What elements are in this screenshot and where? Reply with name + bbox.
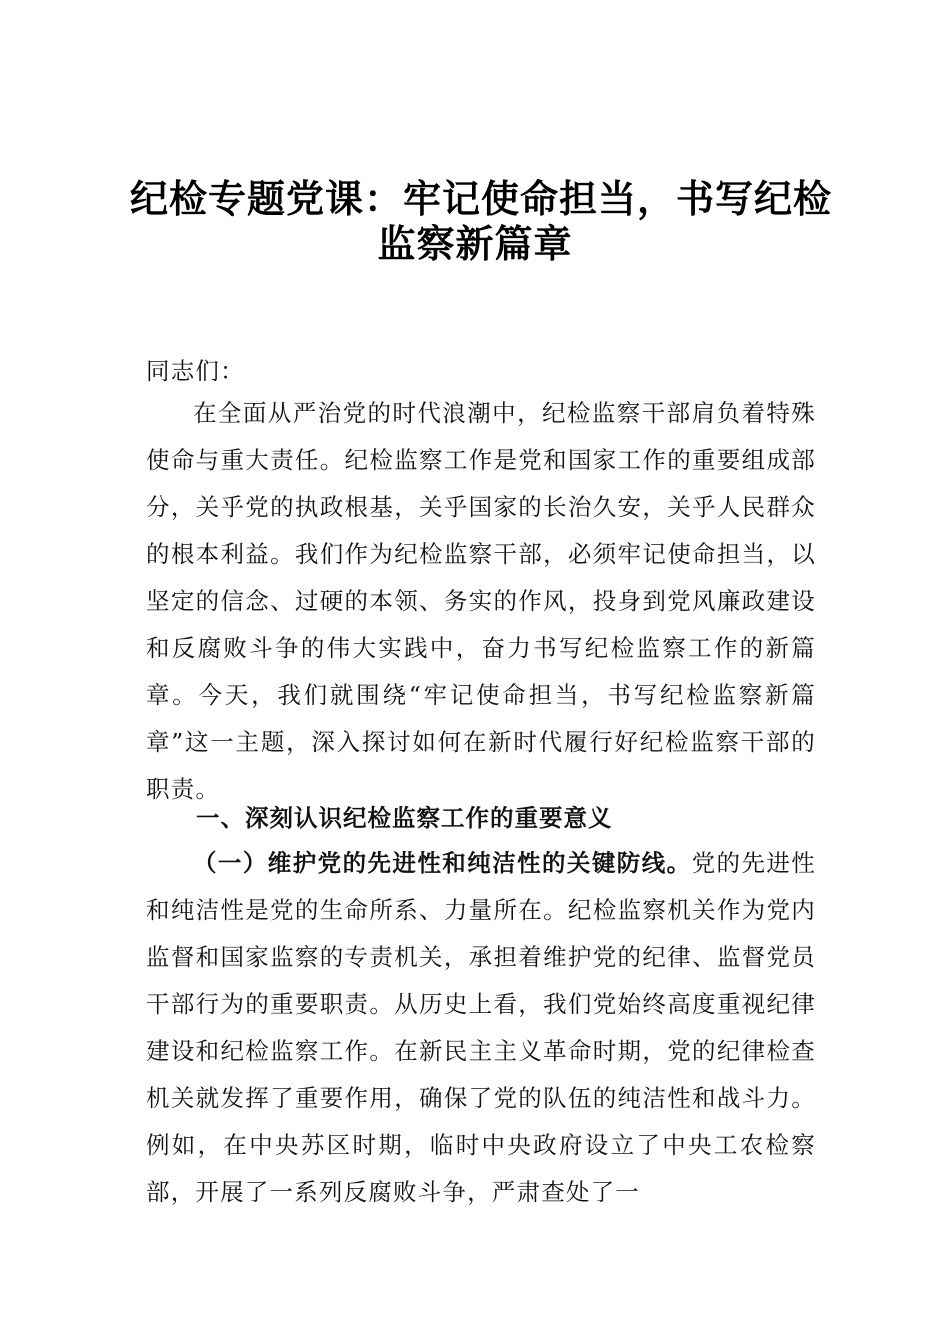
document-title-line-1: 纪检专题党课：牢记使命担当，书写纪检 [130, 176, 833, 221]
intro-paragraph: 在全面从严治党的时代浪潮中，纪检监察干部肩负着特殊使命与重大责任。纪检监察工作是党和国家工作的重要组成部分，关乎党的执政根基，关乎国家的长治久安，关乎人民群众的根本利益。我们作为纪检监察干部，必须牢记使命担当，以坚定的信念、过硬的本领、务实的作风，投身到党风廉政建设和反腐败斗争的伟大实践中，奋力书写纪检监察工作的新篇章。今天，我们就围绕“牢记使命担当，书写纪检监察新篇章”这一主题，深入探讨如何在新时代履行好纪检监察干部的职责。 [146, 399, 816, 803]
section-1-paragraph-1-text: 党的先进性和纯洁性是党的生命所系、力量所在。纪检监察机关作为党内监督和国家监察的专责机关，承担着维护党的纪律、监督党员干部行为的重要职责。从历史上看，我们党始终高度重视纪律建设和纪检监察工作。在新民主主义革命时期，党的纪律检查机关就发挥了重要作用，确保了党的队伍的纯洁性和战斗力。例如，在中央苏区时期，临时中央政府设立了中央工农检察部，开展了一系列反腐败斗争，严肃查处了一 [146, 849, 817, 1206]
subheading-1: （一）维护党的先进性和纯洁性的关键防线。 [193, 849, 692, 877]
section-heading-1: 一、深刻认识纪检监察工作的重要意义 [196, 804, 613, 832]
section-1-paragraph-1 [146, 840, 816, 1216]
document-title-line-2: 监察新篇章 [377, 221, 573, 266]
salutation: 同志们： [146, 357, 245, 385]
intro-paragraph-container [146, 390, 816, 813]
